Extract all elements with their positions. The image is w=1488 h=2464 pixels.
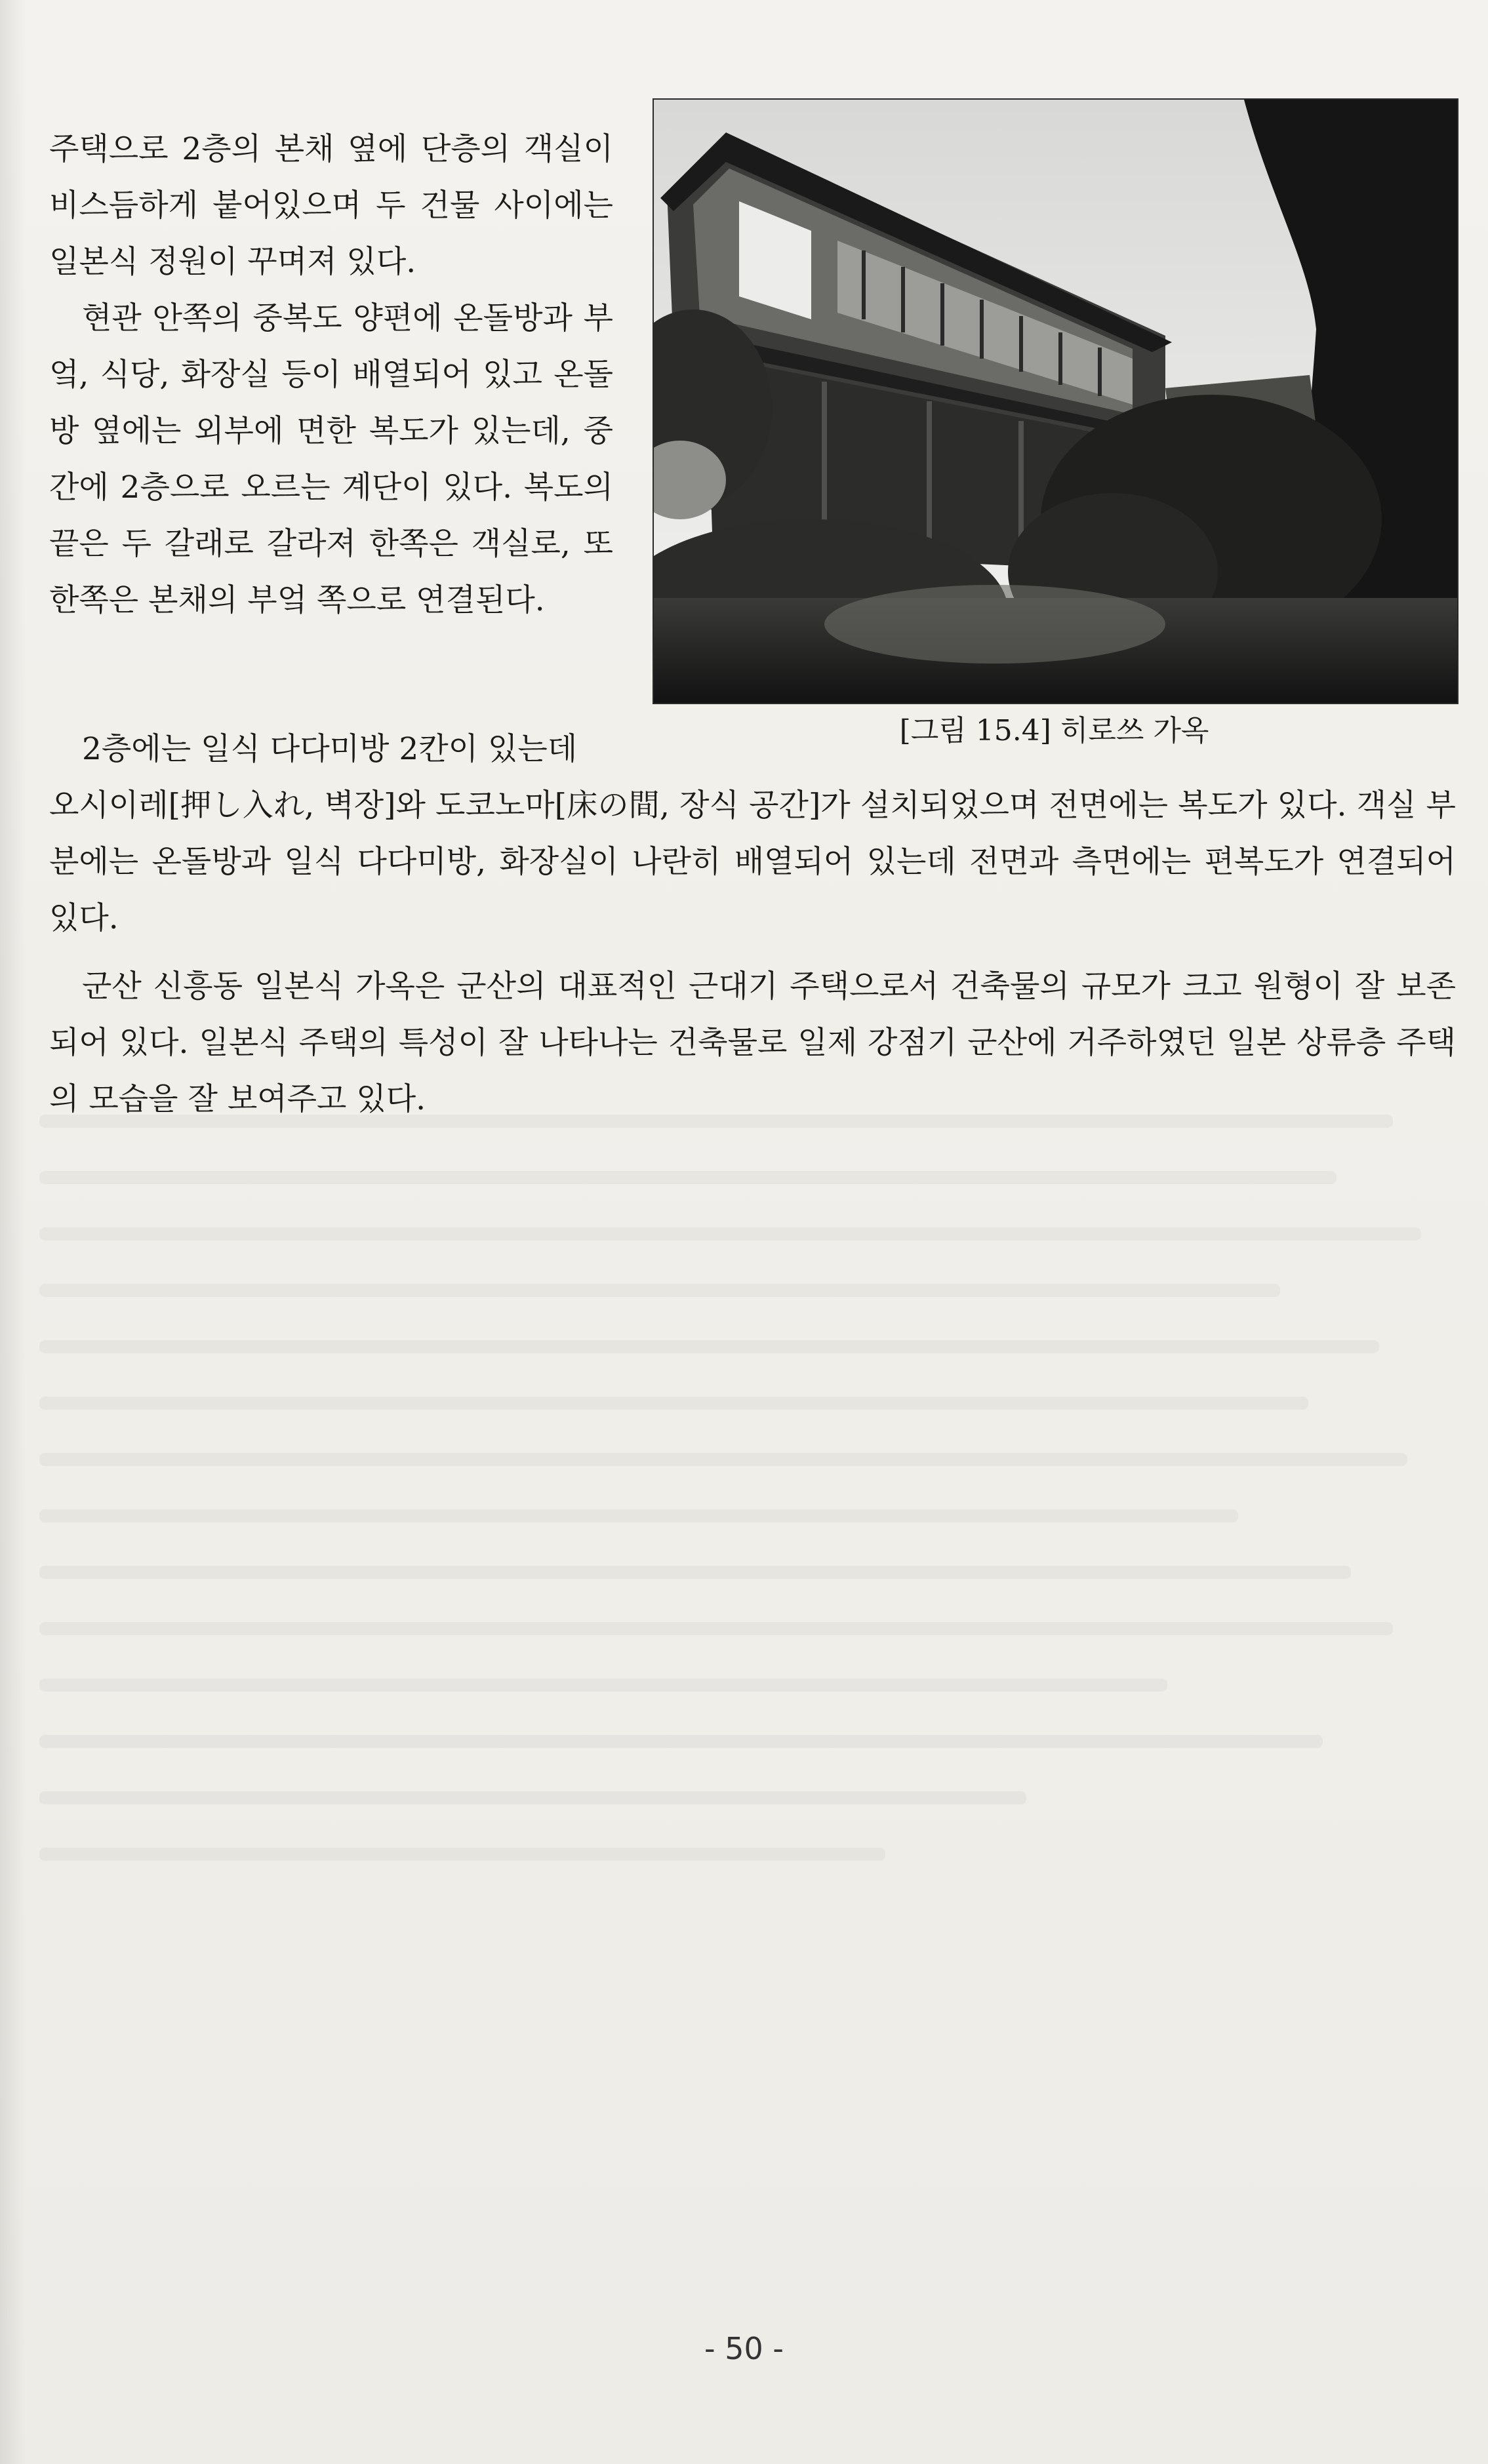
paragraph-lead: 2층에는 일식 다다미방 2칸이 있는데 (82, 731, 578, 767)
paragraph-body: 오시이레[押し入れ, 벽장]와 도코노마[床の間, 장식 공간]가 설치되었으며 전면에는 복도가 있다. 객실 부분에는 온돌방과 일식 다다미방, 화장실이 나란히 배열되어 있는데 전면과 측면에는 편복도가 연결되어 있다. (49, 787, 1456, 936)
figure-caption: [그림 15.4] 히로쓰 가옥 (899, 714, 1209, 747)
house-photo (653, 98, 1458, 704)
page-gutter-shadow (0, 0, 26, 2464)
paragraph-summary: 군산 신흥동 일본식 가옥은 군산의 대표적인 근대기 주택으로서 건축물의 규모가 크고 원형이 잘 보존되어 있다. 일본식 주택의 특성이 잘 나타나는 건축물로 일제 강점기 군산에 거주하였던 일본 상류층 주택의 모습을 잘 보여주고 있다. (49, 968, 1456, 1117)
full-width-text (49, 721, 1456, 1128)
text-column (49, 121, 613, 629)
paragraph-continued: 주택으로 2층의 본채 옆에 단층의 객실이 비스듬하게 붙어있으며 두 건물 사이에는 일본식 정원이 꾸며져 있다. (49, 131, 613, 280)
paragraph-second-floor (49, 721, 1456, 947)
paragraph-floor-plan: 현관 안쪽의 중복도 양편에 온돌방과 부엌, 식당, 화장실 등이 배열되어 있고 온돌방 옆에는 외부에 면한 복도가 있는데, 중간에 2층으로 오르는 계단이 있다. 복도의 끝은 두 갈래로 갈라져 한쪽은 객실로, 또 한쪽은 본채의 부엌 쪽으로 연결된다. (49, 300, 613, 618)
bleed-through-text (39, 1115, 1449, 2295)
page-number: - 50 - (704, 2331, 784, 2366)
